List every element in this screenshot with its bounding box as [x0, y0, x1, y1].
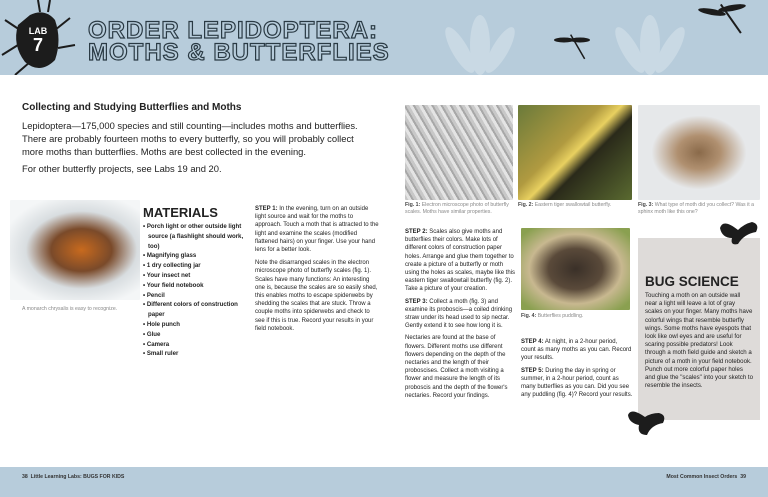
steps-4-5: [521, 338, 633, 399]
step-label: STEP 4:: [521, 339, 544, 345]
step-label: STEP 1:: [255, 206, 278, 212]
fig3-caption: Fig. 3: What type of moth did you collect? Was it a sphinx moth like this one?: [638, 202, 755, 215]
step-label: STEP 5:: [521, 367, 544, 374]
page-title: [88, 17, 390, 66]
book-title: Little Learning Labs: BUGS FOR KIDS: [30, 474, 125, 480]
moth-icon: [627, 405, 667, 437]
lab-label: LAB: [28, 26, 48, 36]
step-label: STEP 3:: [405, 298, 428, 305]
intro-paragraph: For other butterfly projects, see Labs 19 and 20.: [22, 163, 222, 174]
fig4-photo: [521, 228, 630, 310]
step-text: Nectaries are found at the base of flowers. Different moths use different flowers depending on the depth of the nectaries and the length of their proboscises. Collect a moth visiting a flower and measure the length of its proboscis and the depth of the flower's nectaries. Record your findings.: [405, 335, 508, 399]
section-title: Most Common Insect Orders: [666, 474, 738, 480]
materials-item: • Pencil: [143, 291, 165, 299]
step-text: During the day in spring or summer, in a 2-hour period, count as many butterflies as you can. Did you see any puddling (fig. 4)? Record your results.: [521, 367, 633, 399]
materials-heading: MATERIALS: [143, 205, 218, 220]
title-line-1: ORDER LEPIDOPTERA:: [88, 17, 379, 44]
fig1-photo: [405, 105, 513, 200]
intro-heading: Collecting and Studying Butterflies and Moths: [22, 102, 242, 113]
page-number: 38: [22, 474, 28, 480]
bug-science-heading: BUG SCIENCE: [645, 274, 739, 289]
step-text: Collect a moth (fig. 3) and examine its proboscis—a coiled drinking straw under its head used to sip nectar. Gently extend it to see how long it is.: [405, 298, 513, 330]
materials-item: • Small ruler: [143, 350, 179, 358]
materials-item: • Magnifying glass: [143, 252, 197, 260]
fig3-photo: [638, 105, 760, 200]
header-band: [0, 0, 768, 75]
left-footer: [22, 474, 124, 480]
materials-item: • Different colors of construction paper: [143, 301, 238, 319]
chrysalis-caption: A monarch chrysalis is easy to recognize.: [22, 306, 118, 312]
bug-science-text: Touching a moth on an outside wall near a light will leave a lot of gray scales on your finger. Many moths have colorful wings that resemble butterfly wings. Some moths have eyespots that look like owl eyes and are useful for scaring possible predators! Look through a moth field guide and sketch a picture of a moth in your field notebook. Punch out more colorful paper holes and glue the "scales" into your sketch to resemble the insects.: [645, 292, 753, 390]
step-1: [255, 205, 380, 333]
fig2-caption: Fig. 2: Eastern tiger swallowtail butterfly.: [518, 202, 612, 208]
page-number: 39: [740, 474, 746, 480]
right-footer: [666, 474, 746, 480]
step-text: At night, in a 2-hour period, count as many moths as you can. Record your results.: [521, 339, 632, 362]
lab-number: 7: [32, 35, 43, 55]
materials-item: • Your field notebook: [143, 281, 204, 289]
lab-badge: [24, 26, 52, 54]
materials-list: [143, 222, 253, 359]
steps-2-3: [405, 228, 517, 400]
intro-paragraph: Lepidoptera—175,000 species and still counting—includes moths and butterflies. There are probably fourteen moths to every butterfly, so you will probably collect more moths than butterflies. Moths are best collected in the evening.: [22, 120, 358, 157]
moth-icon: [718, 218, 760, 248]
materials-item: • Your insect net: [143, 271, 191, 279]
intro-text: [22, 119, 372, 175]
decorative-plants-and-dragonflies: [420, 0, 768, 75]
materials-item: • Glue: [143, 330, 161, 338]
materials-item: • Porch light or other outside light source (a flashlight should work, too): [143, 223, 244, 250]
step-text: Scales also give moths and butterflies their colors. Make lots of different colors of construction paper holes. Arrange and glue them together to create a picture of a butterfly or moth using the holes as scales, maybe like this eastern tiger swallowtail butterfly (fig. 2). Take a picture of your creation.: [405, 229, 516, 293]
materials-item: • 1 dry collecting jar: [143, 262, 201, 270]
fig2-photo: [518, 105, 632, 200]
step-text: Note the disarranged scales in the electron microscope photo of butterfly scales (fig. 1). Scales have many functions: An interesting one is, because the scales are so easily shed, this enables moths to escape spiderwebs by shedding the scales that are stuck. Throw a couple moths into spiderwebs and check to see if this is true. Record your results in your field notebook.: [255, 260, 378, 332]
bug-science-box: [638, 238, 760, 420]
chrysalis-photo: [10, 200, 140, 300]
fig4-caption: Fig. 4: Butterflies puddling.: [521, 313, 584, 319]
footer-band: [0, 467, 768, 497]
step-label: STEP 2:: [405, 229, 428, 235]
title-line-2: MOTHS & BUTTERFLIES: [88, 39, 390, 66]
step-text: In the evening, turn on an outside light source and wait for the moths to approach. Touch a moth that is attracted to the light and examine the scales (modified flattened hairs) on your finger. Use your hand lens for a better look.: [255, 206, 379, 254]
materials-item: • Camera: [143, 340, 170, 348]
fig1-caption: Fig. 1: Electron microscope photo of butterfly scales. Moths have similar properties.: [405, 202, 509, 215]
dragonfly-icon: [698, 3, 747, 34]
materials-item: • Hole punch: [143, 320, 181, 328]
